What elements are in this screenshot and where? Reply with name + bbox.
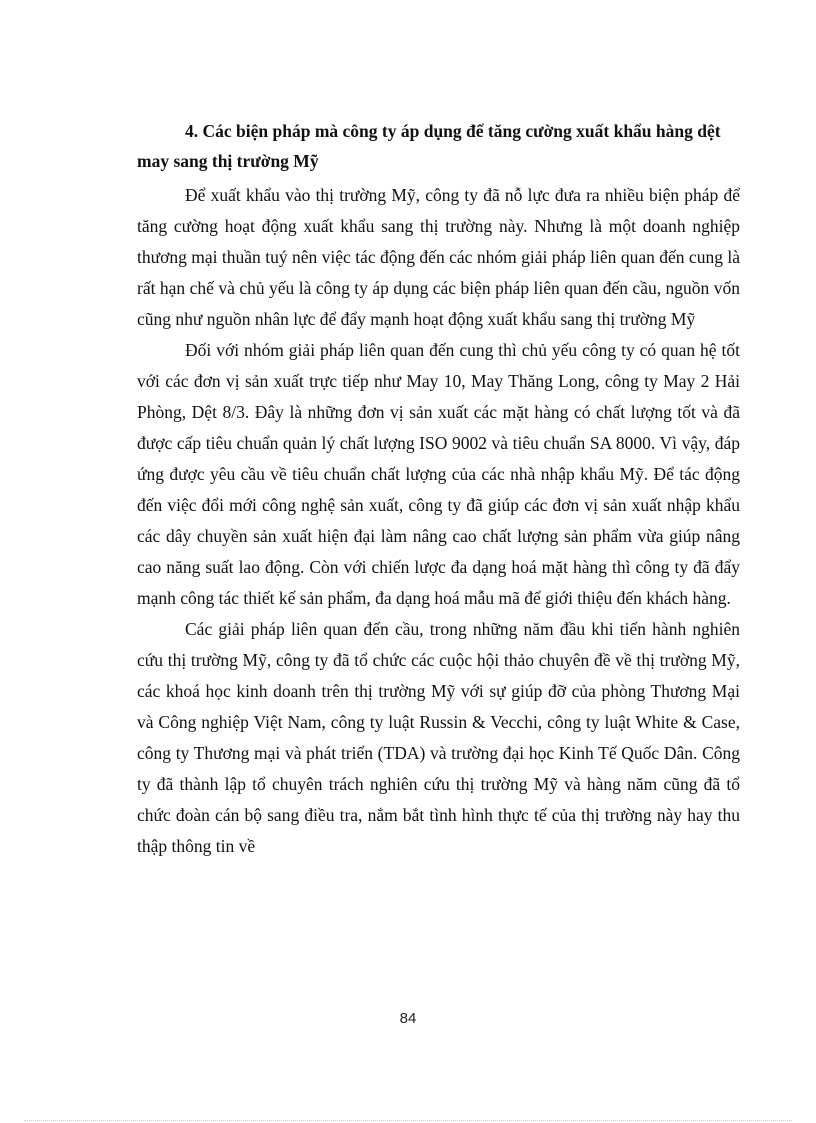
page-number: 84 bbox=[399, 1010, 417, 1027]
paragraph-1: Để xuất khẩu vào thị trường Mỹ, công ty đã nỗ lực đưa ra nhiều biện pháp để tăng cường hoạt động xuất khẩu sang thị trường này. Nhưng là một doanh nghiệp thương mại thuần tuý nên việc tác động đến các nhóm giải pháp liên quan đến cung là rất hạn chế và chủ yếu là công ty áp dụng các biện pháp liên quan đến cầu, nguồn vốn cũng như nguồn nhân lực để đẩy mạnh hoạt động xuất khẩu sang thị trường Mỹ bbox=[137, 185, 740, 329]
paragraph-3: Các giải pháp liên quan đến cầu, trong những năm đầu khi tiến hành nghiên cứu thị trường Mỹ, công ty đã tổ chức các cuộc hội thảo chuyên đề về thị trường Mỹ, các khoá học kinh doanh trên thị trường Mỹ với sự giúp đỡ của phòng Thương Mại và Công nghiệp Việt Nam, công ty luật Russin & Vecchi, công ty luật White & Case, công ty Thương mại và phát triển (TDA) và trường đại học Kinh Tế Quốc Dân. Công ty đã thành lập tổ chuyên trách nghiên cứu thị trường Mỹ và hàng năm cũng đã tổ chức đoàn cán bộ sang điều tra, nắm bắt tình hình thực tế của thị trường này hay thu thập thông tin về bbox=[137, 619, 740, 856]
page-bottom-border bbox=[24, 1120, 792, 1121]
section-heading: 4. Các biện pháp mà công ty áp dụng để tăng cường xuất khẩu hàng dệt may sang thị trường Mỹ bbox=[137, 121, 721, 171]
paragraph-2: Đối với nhóm giải pháp liên quan đến cung thì chủ yếu công ty có quan hệ tốt với các đơn vị sản xuất trực tiếp như May 10, May Thăng Long, công ty May 2 Hải Phòng, Dệt 8/3. Đây là những đơn vị sản xuất các mặt hàng có chất lượng tốt và đã được cấp tiêu chuẩn quản lý chất lượng ISO 9002 và tiêu chuẩn SA 8000. Vì vậy, đáp ứng được yêu cầu về tiêu chuẩn chất lượng của các nhà nhập khẩu Mỹ. Để tác động đến việc đổi mới công nghệ sản xuất, công ty đã giúp các đơn vị sản xuất nhập khẩu các dây chuyền sản xuất hiện đại làm nâng cao chất lượng sản phẩm vừa giúp nâng cao năng suất lao động. Còn với chiến lược đa dạng hoá mặt hàng thì công ty đã đẩy mạnh công tác thiết kế sản phẩm, đa dạng hoá mẫu mã để giới thiệu đến khách hàng. bbox=[137, 340, 740, 608]
page-content bbox=[137, 116, 740, 862]
